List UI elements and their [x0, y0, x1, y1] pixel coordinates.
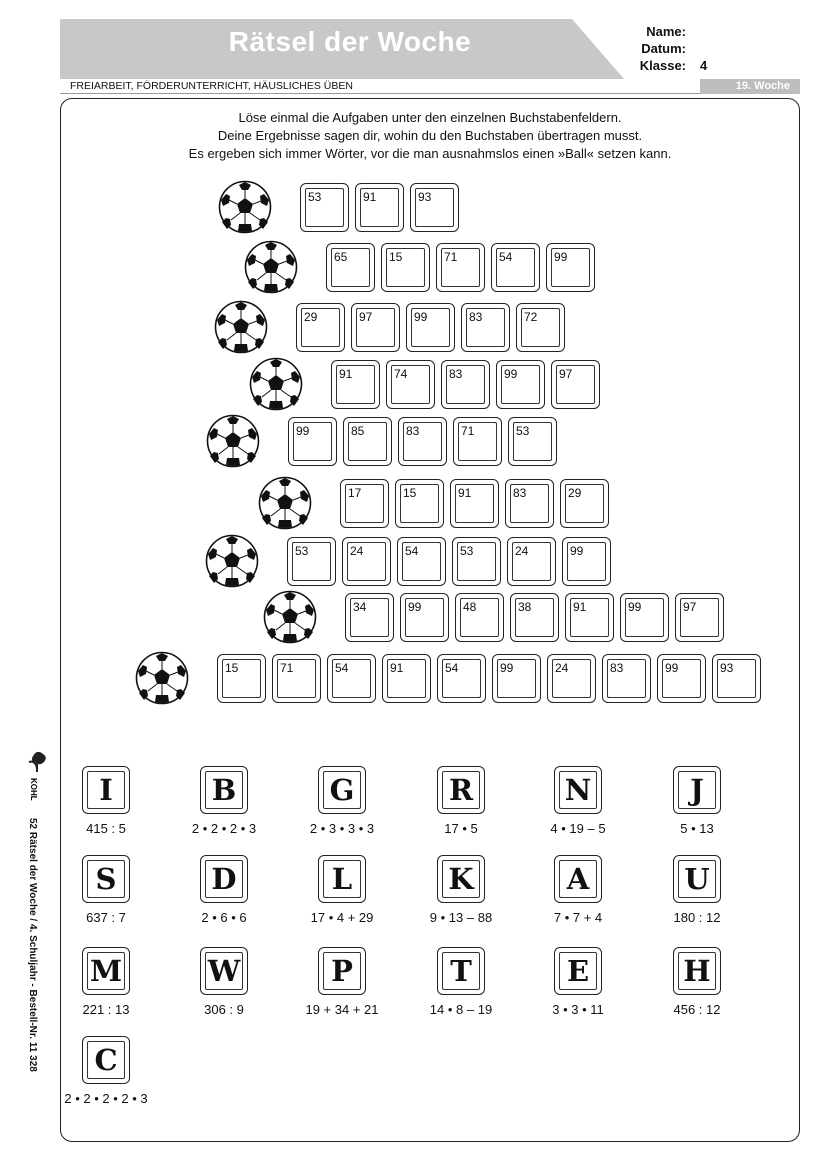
soccer-ball-icon [258, 476, 312, 530]
box-number: 99 [665, 660, 679, 675]
box-number: 83 [513, 485, 527, 500]
math-task: 456 : 12 [673, 1002, 721, 1017]
letter-box[interactable] [560, 479, 609, 528]
box-number: 99 [554, 249, 568, 264]
box-number: 83 [610, 660, 624, 675]
letter-box[interactable] [351, 303, 400, 352]
letter-box[interactable] [491, 243, 540, 292]
letter-box[interactable] [453, 417, 502, 466]
puzzle-row [218, 180, 465, 234]
class-label: Klasse: [639, 58, 686, 73]
math-task: 19 + 34 + 21 [305, 1002, 379, 1017]
letter-boxes [340, 479, 615, 528]
math-task: 2 • 6 • 6 [201, 910, 247, 925]
letter-key-item [406, 855, 516, 925]
letter-tile [318, 855, 366, 903]
letter-key-item [51, 947, 161, 1017]
box-number: 71 [444, 249, 458, 264]
key-letter: J [690, 773, 704, 807]
box-number: 53 [295, 543, 309, 558]
class-value: 4 [700, 58, 708, 73]
letter-box[interactable] [450, 479, 499, 528]
letter-boxes [217, 654, 767, 703]
letter-box[interactable] [547, 654, 596, 703]
box-number: 91 [573, 599, 587, 614]
letter-tile [318, 947, 366, 995]
letter-box[interactable] [382, 654, 431, 703]
letter-box[interactable] [340, 479, 389, 528]
box-number: 99 [296, 423, 310, 438]
key-letter: C [94, 1043, 118, 1077]
letter-tile [82, 1036, 130, 1084]
letter-box[interactable] [300, 183, 349, 232]
letter-key-item [642, 947, 752, 1017]
key-letter: D [211, 862, 237, 896]
letter-box[interactable] [510, 593, 559, 642]
math-task: 4 • 19 – 5 [550, 821, 606, 836]
letter-boxes [288, 417, 563, 466]
letter-key-item [51, 855, 161, 925]
key-letter: W [207, 954, 241, 988]
math-task: 637 : 7 [86, 910, 126, 925]
math-task: 17 • 4 + 29 [310, 910, 374, 925]
math-task: 2 • 2 • 2 • 2 • 3 [64, 1091, 148, 1106]
math-task: 17 • 5 [444, 821, 478, 836]
math-task: 7 • 7 + 4 [553, 910, 603, 925]
letter-tile [200, 855, 248, 903]
letter-box[interactable] [452, 537, 501, 586]
soccer-ball-icon [244, 240, 298, 294]
publisher-name: KOHL [29, 778, 38, 801]
letter-box[interactable] [406, 303, 455, 352]
key-letter: K [448, 862, 474, 896]
letter-tile [82, 766, 130, 814]
box-number: 99 [500, 660, 514, 675]
math-task: 415 : 5 [86, 821, 126, 836]
instruction-line: Deine Ergebnisse sagen dir, wohin du den Buchstaben übertragen musst. [217, 128, 643, 143]
soccer-ball-icon [249, 357, 303, 411]
letter-key-item [523, 855, 633, 925]
letter-box[interactable] [675, 593, 724, 642]
key-letter: M [89, 954, 123, 988]
key-letter: L [331, 862, 353, 896]
key-letter: I [99, 773, 113, 807]
box-number: 72 [524, 309, 538, 324]
letter-key-item [169, 766, 279, 836]
box-number: 91 [339, 366, 353, 381]
letter-key-item [51, 766, 161, 836]
puzzle-row [214, 300, 571, 354]
letter-key-item [523, 947, 633, 1017]
box-number: 91 [363, 189, 377, 204]
box-number: 99 [414, 309, 428, 324]
letter-box[interactable] [288, 417, 337, 466]
puzzle-row [205, 534, 617, 588]
letter-box[interactable] [296, 303, 345, 352]
box-number: 53 [460, 543, 474, 558]
letter-tile [200, 947, 248, 995]
math-task: 180 : 12 [673, 910, 721, 925]
letter-box[interactable] [397, 537, 446, 586]
box-number: 24 [555, 660, 569, 675]
puzzle-row [258, 476, 615, 530]
letter-key-item [523, 766, 633, 836]
letter-tile [554, 766, 602, 814]
instruction-line: Löse einmal die Aufgaben unter den einzelnen Buchstabenfeldern. [238, 110, 622, 125]
week-badge: 19. Woche [700, 79, 800, 94]
publisher-logo-icon [23, 748, 49, 814]
letter-box[interactable] [620, 593, 669, 642]
letter-box[interactable] [507, 537, 556, 586]
letter-tile [82, 947, 130, 995]
puzzle-row [249, 357, 606, 411]
letter-key-item [287, 766, 397, 836]
key-letter: R [448, 773, 474, 807]
key-letter: G [329, 773, 355, 807]
page-title: Rätsel der Woche [228, 26, 472, 57]
math-task: 306 : 9 [204, 1002, 244, 1017]
box-number: 38 [518, 599, 532, 614]
soccer-ball-icon [135, 651, 189, 705]
letter-box[interactable] [551, 360, 600, 409]
key-letter: P [331, 954, 353, 988]
box-number: 29 [304, 309, 318, 324]
letter-tile [673, 766, 721, 814]
box-number: 97 [559, 366, 573, 381]
letter-box[interactable] [455, 593, 504, 642]
letter-key-item [287, 855, 397, 925]
box-number: 24 [350, 543, 364, 558]
letter-box[interactable] [657, 654, 706, 703]
math-task: 2 • 2 • 2 • 3 [191, 821, 257, 836]
letter-box[interactable] [712, 654, 761, 703]
box-number: 29 [568, 485, 582, 500]
letter-tile [673, 947, 721, 995]
subtitle: FREIARBEIT, FÖRDERUNTERRICHT, HÄUSLICHES ÜBEN [70, 80, 353, 92]
box-number: 34 [353, 599, 367, 614]
math-task: 5 • 13 [680, 821, 714, 836]
letter-box[interactable] [326, 243, 375, 292]
box-number: 83 [449, 366, 463, 381]
puzzle-row [135, 651, 767, 705]
letter-box[interactable] [287, 537, 336, 586]
letter-tile [200, 766, 248, 814]
key-letter: A [566, 862, 590, 896]
box-number: 65 [334, 249, 348, 264]
letter-tile [437, 766, 485, 814]
letter-tile [554, 855, 602, 903]
letter-box[interactable] [461, 303, 510, 352]
box-number: 24 [515, 543, 529, 558]
letter-box[interactable] [565, 593, 614, 642]
letter-box[interactable] [546, 243, 595, 292]
letter-key-item [406, 947, 516, 1017]
box-number: 15 [389, 249, 403, 264]
box-number: 91 [458, 485, 472, 500]
math-task: 3 • 3 • 11 [552, 1002, 604, 1017]
letter-box[interactable] [562, 537, 611, 586]
letter-box[interactable] [602, 654, 651, 703]
soccer-ball-icon [205, 534, 259, 588]
box-number: 17 [348, 485, 362, 500]
letter-key-item [406, 766, 516, 836]
key-letter: T [450, 954, 472, 988]
letter-box[interactable] [437, 654, 486, 703]
letter-box[interactable] [386, 360, 435, 409]
soccer-ball-icon [206, 414, 260, 468]
letter-boxes [287, 537, 617, 586]
box-number: 54 [499, 249, 513, 264]
letter-boxes [326, 243, 601, 292]
letter-key-item [642, 766, 752, 836]
key-letter: E [566, 954, 590, 988]
letter-boxes [296, 303, 571, 352]
letter-box[interactable] [381, 243, 430, 292]
box-number: 99 [504, 366, 518, 381]
box-number: 99 [570, 543, 584, 558]
box-number: 99 [408, 599, 422, 614]
box-number: 93 [720, 660, 734, 675]
puzzle-row [206, 414, 563, 468]
letter-tile [82, 855, 130, 903]
letter-box[interactable] [496, 360, 545, 409]
letter-box[interactable] [217, 654, 266, 703]
box-number: 48 [463, 599, 477, 614]
letter-box[interactable] [436, 243, 485, 292]
box-number: 15 [403, 485, 417, 500]
key-letter: S [95, 862, 117, 896]
letter-box[interactable] [345, 593, 394, 642]
math-task: 221 : 13 [82, 1002, 130, 1017]
box-number: 74 [394, 366, 408, 381]
letter-box[interactable] [355, 183, 404, 232]
math-task: 9 • 13 – 88 [429, 910, 493, 925]
box-number: 54 [445, 660, 459, 675]
side-footer-text: 52 Rätsel der Woche / 4. Schuljahr - Bestell-Nr. 11 328 [27, 818, 38, 1072]
box-number: 71 [280, 660, 294, 675]
puzzle-row [244, 240, 601, 294]
box-number: 54 [335, 660, 349, 675]
letter-box[interactable] [505, 479, 554, 528]
letter-tile [437, 855, 485, 903]
letter-boxes [345, 593, 730, 642]
instructions [60, 109, 800, 163]
key-letter: H [683, 954, 711, 988]
box-number: 83 [406, 423, 420, 438]
letter-tile [437, 947, 485, 995]
letter-box[interactable] [508, 417, 557, 466]
letter-key-item [169, 947, 279, 1017]
math-task: 2 • 3 • 3 • 3 [309, 821, 375, 836]
student-fields [626, 23, 707, 74]
letter-key-item [169, 855, 279, 925]
letter-box[interactable] [272, 654, 321, 703]
box-number: 97 [359, 309, 373, 324]
instruction-line: Es ergeben sich immer Wörter, vor die man ausnahmslos einen »Ball« setzen kann. [188, 146, 672, 161]
letter-box[interactable] [395, 479, 444, 528]
letter-tile [318, 766, 366, 814]
letter-tile [554, 947, 602, 995]
letter-box[interactable] [441, 360, 490, 409]
box-number: 85 [351, 423, 365, 438]
letter-box[interactable] [410, 183, 459, 232]
letter-box[interactable] [400, 593, 449, 642]
letter-box[interactable] [398, 417, 447, 466]
letter-key-item [51, 1036, 161, 1106]
box-number: 93 [418, 189, 432, 204]
letter-boxes [300, 183, 465, 232]
key-letter: N [564, 773, 592, 807]
math-task: 14 • 8 – 19 [429, 1002, 493, 1017]
letter-box[interactable] [343, 417, 392, 466]
letter-boxes [331, 360, 606, 409]
key-letter: B [211, 773, 237, 807]
letter-key-item [642, 855, 752, 925]
box-number: 54 [405, 543, 419, 558]
soccer-ball-icon [214, 300, 268, 354]
soccer-ball-icon [218, 180, 272, 234]
letter-key-item [287, 947, 397, 1017]
letter-box[interactable] [516, 303, 565, 352]
box-number: 83 [469, 309, 483, 324]
box-number: 91 [390, 660, 404, 675]
puzzle-row [263, 590, 730, 644]
box-number: 15 [225, 660, 239, 675]
key-letter: U [684, 862, 710, 896]
box-number: 53 [516, 423, 530, 438]
box-number: 53 [308, 189, 322, 204]
box-number: 97 [683, 599, 697, 614]
letter-box[interactable] [342, 537, 391, 586]
letter-box[interactable] [331, 360, 380, 409]
name-label: Name: [646, 24, 686, 39]
letter-tile [673, 855, 721, 903]
letter-box[interactable] [327, 654, 376, 703]
soccer-ball-icon [263, 590, 317, 644]
box-number: 99 [628, 599, 642, 614]
box-number: 71 [461, 423, 475, 438]
date-label: Datum: [641, 41, 686, 56]
letter-box[interactable] [492, 654, 541, 703]
